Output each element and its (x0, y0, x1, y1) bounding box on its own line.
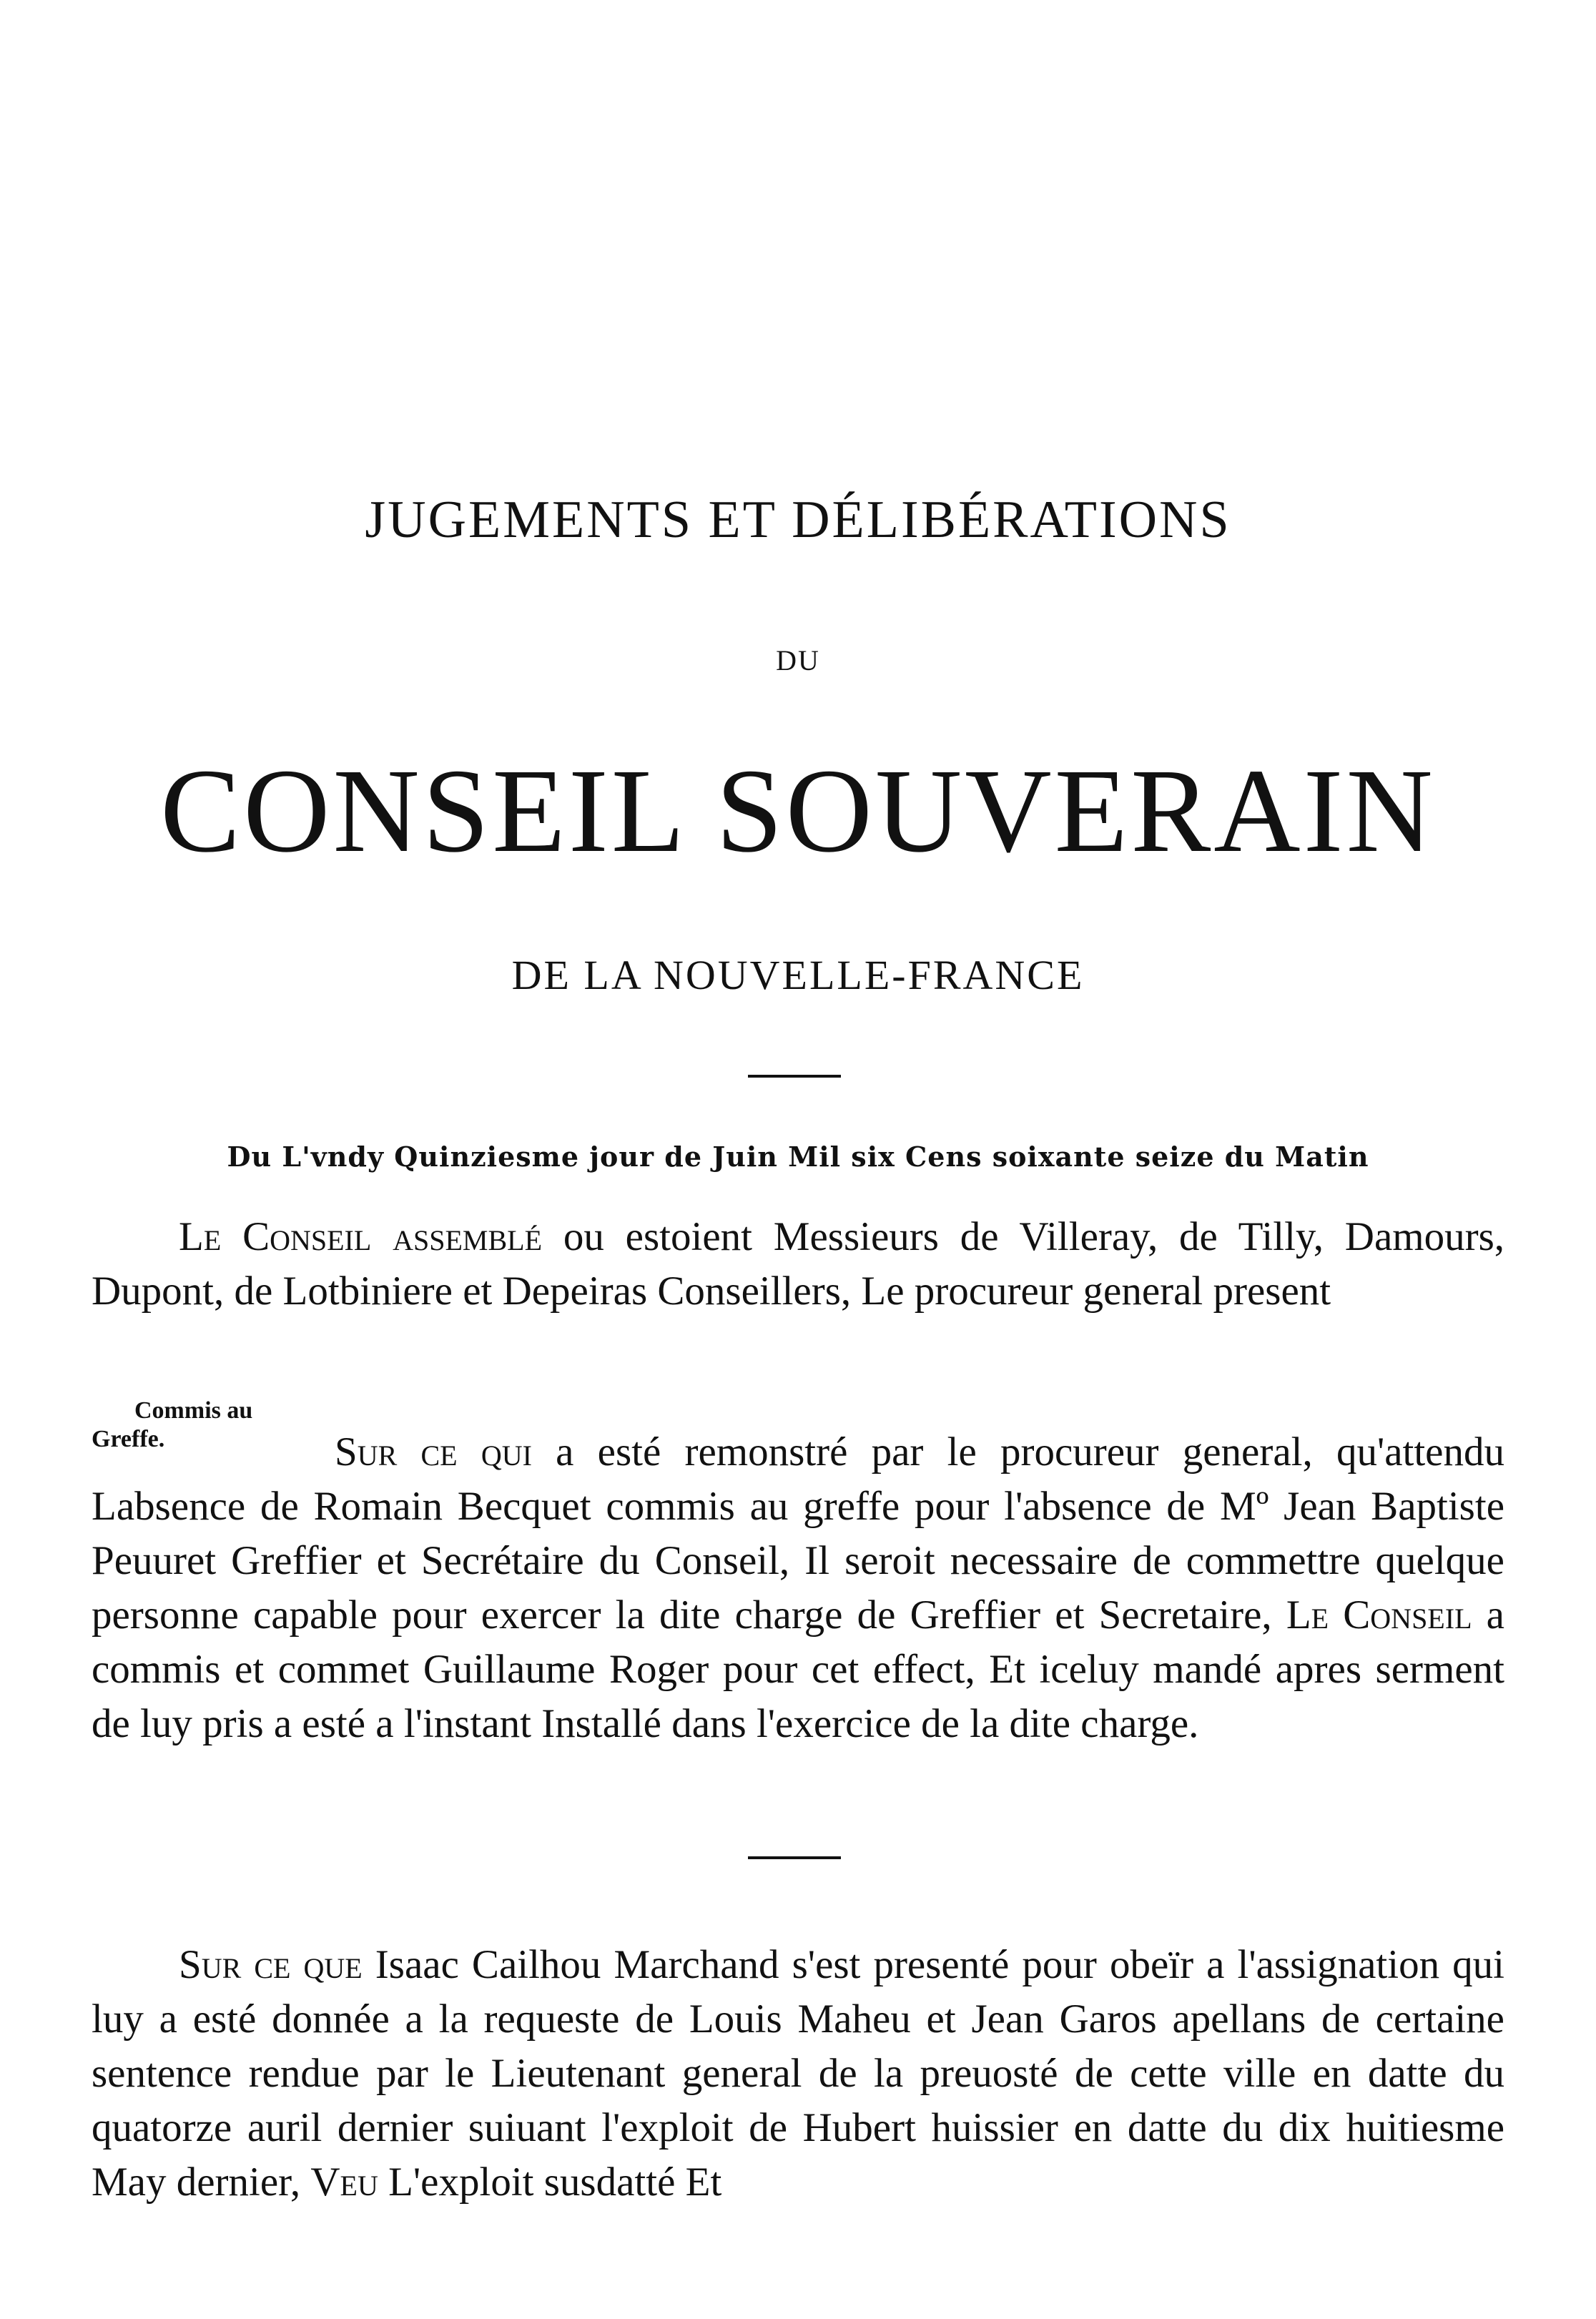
paragraph-text-a: a esté remonstré par le procureur general, qu'attendu Labsence de Romain Becquet commis au greffe pour l'absence de Mº Jean Baptiste Peuuret Greffier et Secrétaire du Conseil, Il seroit necessaire de commettre quelque personne capable pour exercer la dite charge de Greffier et Secretaire, (92, 1429, 1504, 1638)
title-conseil-souverain: CONSEIL SOUVERAIN (160, 744, 1436, 877)
paragraph-text: ou estoient Messieurs de Villeray, de Tilly, Damours, Dupont, de Lotbiniere et Depeiras Conseillers, Le procureur general present (92, 1214, 1505, 1314)
session-date-line: Du L'vndy Quinziesme jour de Juin Mil six Cens soixante seize du Matin (227, 1141, 1369, 1173)
paragraph-commis-greffe (92, 1425, 1504, 1751)
paragraph-text-a: Isaac Cailhou Marchand s'est presenté pour obeïr a l'assignation qui luy a esté donnée a la requeste de Louis Maheu et Jean Garos apellans de certaine sentence rendue par le Lieutenant general de la preuosté de cette ville en datte du quatorze auril dernier suiuant l'exploit de Hubert huissier en datte du dix huitiesme May dernier, (92, 1942, 1504, 2205)
paragraph-lead: Le Conseil assemblé (179, 1214, 543, 1259)
paragraph-veu: Veu (310, 2160, 378, 2205)
margin-note-line1: Commis au (134, 1397, 253, 1424)
title-du: DU (776, 644, 820, 676)
margin-note-line2: Greffe. (92, 1426, 165, 1452)
paragraph-council: Le Conseil (1286, 1592, 1472, 1638)
paragraph-lead: Sur ce qui (335, 1429, 532, 1474)
paragraph-text-b: a commis et commet Guillaume Roger pour cet effect, Et iceluy mandé apres serment de luy pris a esté a l'instant Installé dans l'exercice de la dite charge. (92, 1592, 1504, 1746)
title-nouvelle-france: DE LA NOUVELLE-FRANCE (511, 952, 1085, 998)
divider-rule (748, 1075, 841, 1078)
paragraph-lead: Sur ce que (179, 1942, 363, 1987)
paragraph-cailhou (92, 1938, 1504, 2210)
paragraph-assembly (92, 1210, 1504, 1319)
paragraph-text-b: L'exploit susdatté Et (378, 2160, 722, 2205)
divider-rule (748, 1856, 841, 1859)
title-jugements: JUGEMENTS ET DÉLIBÉRATIONS (365, 491, 1231, 549)
